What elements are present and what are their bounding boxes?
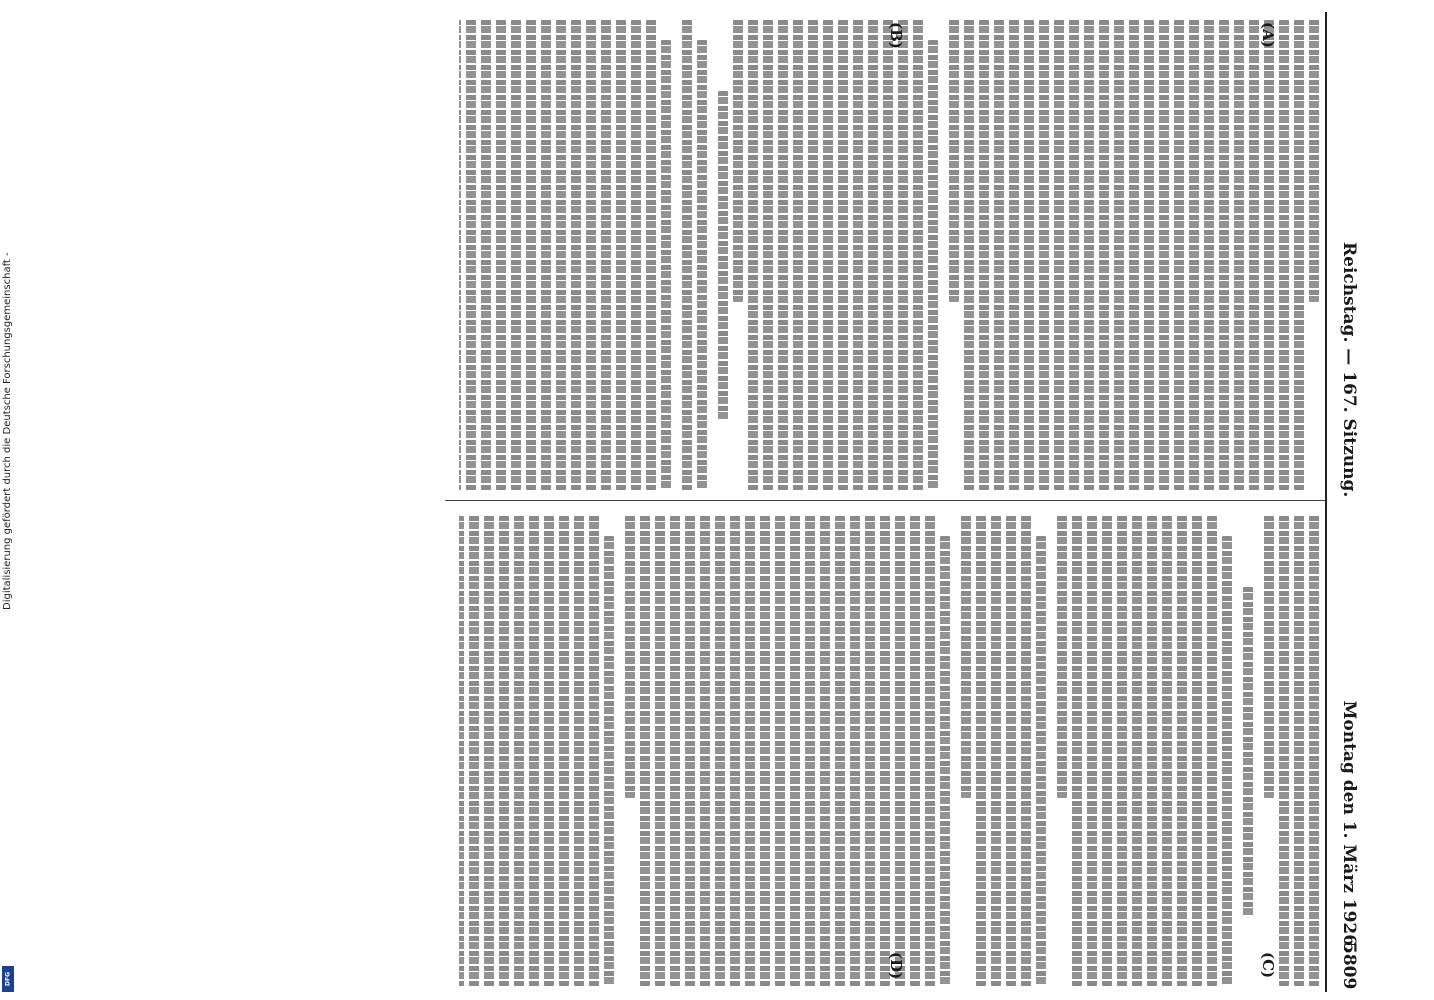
text-line xyxy=(925,516,935,986)
text-line xyxy=(1174,20,1184,490)
margin-mark-b: (B) xyxy=(887,22,905,49)
text-line xyxy=(1036,536,1046,986)
text-line xyxy=(775,516,785,986)
text-line xyxy=(1279,20,1289,490)
text-line xyxy=(823,20,833,490)
text-line xyxy=(544,516,554,986)
text-line xyxy=(631,20,641,490)
paragraph-gap xyxy=(707,20,713,490)
text-line xyxy=(718,91,728,420)
text-line xyxy=(604,536,614,986)
dfg-logo: DFG xyxy=(2,966,14,992)
text-line xyxy=(1147,516,1157,986)
text-line xyxy=(748,20,758,490)
text-line xyxy=(961,516,971,798)
text-line xyxy=(1279,516,1289,986)
text-line xyxy=(1099,20,1109,490)
text-line xyxy=(481,20,491,490)
paragraph-gap xyxy=(950,516,956,986)
text-line xyxy=(1162,516,1172,986)
text-line xyxy=(763,20,773,490)
text-line xyxy=(994,20,1004,490)
text-line xyxy=(625,516,635,798)
text-line xyxy=(895,516,905,986)
text-line xyxy=(949,20,959,302)
right-column xyxy=(459,516,1319,986)
text-line xyxy=(1054,20,1064,490)
text-line xyxy=(685,516,695,986)
text-line xyxy=(805,516,815,986)
header-rule xyxy=(1325,12,1327,992)
text-line xyxy=(1234,20,1244,490)
header-date: Montag den 1. März 1926. xyxy=(1339,700,1359,952)
text-line xyxy=(898,20,908,490)
rotated-page-content xyxy=(115,12,1365,992)
paragraph-gap xyxy=(938,20,944,490)
margin-mark-c: (C) xyxy=(1259,952,1277,979)
text-line xyxy=(526,20,536,490)
text-line xyxy=(928,40,938,490)
text-line xyxy=(1069,20,1079,490)
text-line xyxy=(1132,516,1142,986)
digitization-credit: Digitalisierung gefördert durch die Deutsche Forschungsgemeinschaft - xyxy=(2,252,13,610)
text-line xyxy=(646,20,656,490)
text-line xyxy=(1144,20,1154,490)
text-line xyxy=(682,20,692,490)
text-line xyxy=(511,20,521,490)
paragraph-gap xyxy=(671,20,677,490)
paragraph-gap xyxy=(1046,516,1052,986)
text-line xyxy=(616,20,626,490)
text-line xyxy=(778,20,788,490)
text-line xyxy=(484,516,494,986)
text-line xyxy=(1114,20,1124,490)
text-line xyxy=(1219,20,1229,490)
text-line xyxy=(913,20,923,490)
paragraph-gap xyxy=(1253,516,1259,986)
text-line xyxy=(1087,516,1097,986)
text-line xyxy=(1006,516,1016,986)
text-line xyxy=(760,516,770,986)
text-line xyxy=(1189,20,1199,490)
text-line xyxy=(733,20,743,302)
text-line xyxy=(853,20,863,490)
text-line xyxy=(1021,516,1031,986)
text-line xyxy=(586,20,596,490)
text-line xyxy=(541,20,551,490)
text-line xyxy=(835,516,845,986)
paragraph-gap xyxy=(614,516,620,986)
text-line xyxy=(979,20,989,490)
text-line xyxy=(1249,20,1259,490)
text-line xyxy=(883,20,893,490)
text-line xyxy=(655,516,665,986)
text-line xyxy=(1102,516,1112,986)
text-line xyxy=(499,516,509,986)
text-line xyxy=(1204,20,1214,490)
text-line xyxy=(910,516,920,986)
text-line xyxy=(574,516,584,986)
text-line xyxy=(1039,20,1049,490)
text-line xyxy=(559,516,569,986)
page-header xyxy=(1329,12,1365,992)
text-line xyxy=(1207,516,1217,986)
text-line xyxy=(1129,20,1139,490)
text-line xyxy=(850,516,860,986)
text-line xyxy=(790,516,800,986)
text-line xyxy=(1309,20,1319,302)
text-line xyxy=(868,20,878,490)
text-line xyxy=(466,20,476,490)
text-line xyxy=(940,536,950,986)
column-divider xyxy=(445,500,1325,501)
text-line xyxy=(670,516,680,986)
text-line xyxy=(715,516,725,986)
text-line xyxy=(1264,516,1274,798)
text-line xyxy=(1159,20,1169,490)
text-line xyxy=(601,20,611,490)
text-line xyxy=(964,20,974,490)
text-line xyxy=(496,20,506,490)
text-line xyxy=(1309,516,1319,986)
margin-mark-d: (D) xyxy=(887,952,905,980)
text-line xyxy=(1264,20,1274,490)
text-line xyxy=(661,40,671,490)
text-line xyxy=(1009,20,1019,490)
text-line xyxy=(571,20,581,490)
text-line xyxy=(1294,20,1304,490)
paragraph-gap xyxy=(1232,516,1238,986)
text-line xyxy=(991,516,1001,986)
text-line xyxy=(1243,587,1253,916)
text-line xyxy=(1057,516,1067,798)
header-session: Reichstag. — 167. Sitzung. xyxy=(1339,242,1359,498)
text-line xyxy=(880,516,890,986)
text-line xyxy=(1222,536,1232,986)
text-line xyxy=(1024,20,1034,490)
text-line xyxy=(700,516,710,986)
text-line xyxy=(459,20,461,490)
text-line xyxy=(1117,516,1127,986)
text-line xyxy=(1084,20,1094,490)
text-line xyxy=(793,20,803,490)
text-line xyxy=(865,516,875,986)
text-line xyxy=(469,516,479,986)
text-line xyxy=(1294,516,1304,986)
header-page-number: 5809 xyxy=(1339,942,1359,990)
text-line xyxy=(745,516,755,986)
text-line xyxy=(640,516,650,986)
text-line xyxy=(1177,516,1187,986)
text-line xyxy=(697,40,707,490)
text-line xyxy=(459,516,464,986)
text-line xyxy=(976,516,986,986)
margin-mark-a: (A) xyxy=(1259,22,1277,48)
text-line xyxy=(1072,516,1082,986)
text-line xyxy=(838,20,848,490)
text-line xyxy=(514,516,524,986)
text-line xyxy=(556,20,566,490)
text-line xyxy=(529,516,539,986)
text-line xyxy=(589,516,599,986)
left-column xyxy=(459,20,1319,490)
text-line xyxy=(730,516,740,986)
text-line xyxy=(808,20,818,490)
text-line xyxy=(1192,516,1202,986)
text-line xyxy=(820,516,830,986)
